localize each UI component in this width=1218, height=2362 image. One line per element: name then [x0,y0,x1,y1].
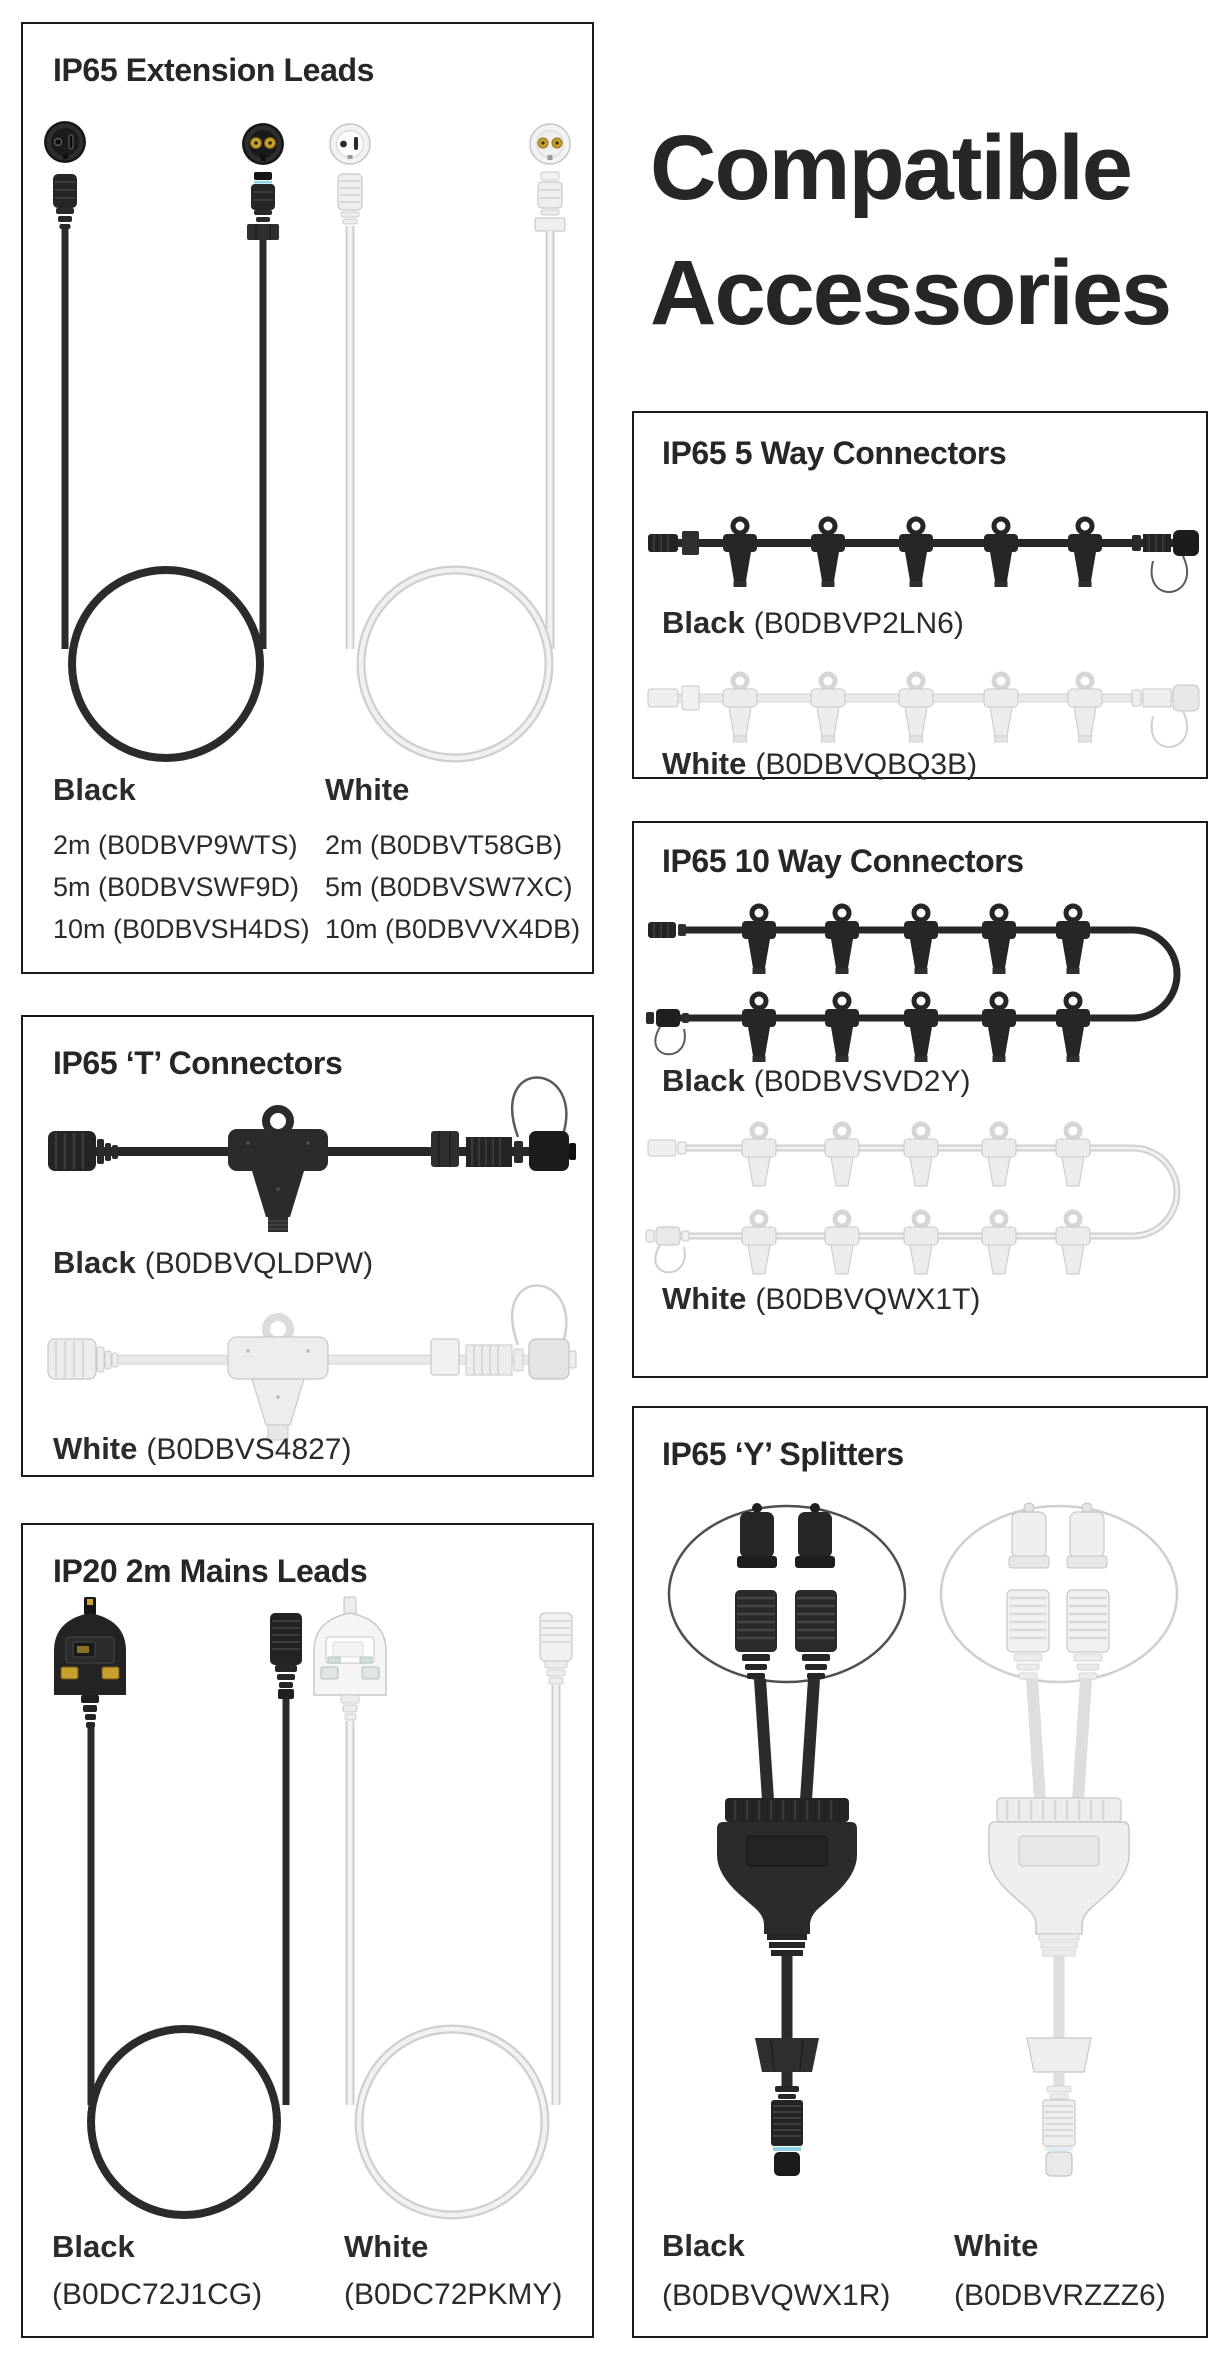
ten-way-heading: IP65 10 Way Connectors [662,843,1024,879]
black-t-connector [48,1077,576,1232]
mains-leads-white-label: White [344,2229,429,2264]
mains-leads-black-label: Black [52,2229,135,2264]
black-extension-lead [53,172,279,758]
five-way-white-line [662,746,977,782]
five-way-white-code: (B0DBVQBQ3B) [755,748,978,781]
white-male-connector-face [530,124,570,164]
t-connectors-white-line [53,1431,351,1467]
y-splitters-illustration [634,1408,1206,2336]
black-y-splitter [669,1503,905,2176]
black-five-way-connector [648,519,1199,592]
black-uk-plug-lead [54,1597,126,2105]
t-connectors-black-label: Black [53,1245,136,1280]
page-title: Compatible Accessories [650,117,1171,345]
black-female-connector-face [44,121,86,163]
mains-leads-white-code: (B0DC72PKMY) [344,2278,563,2311]
mains-leads-illustration [23,1525,592,2336]
white-connector-lead [359,1613,572,2215]
mains-leads-black-code: (B0DC72J1CG) [52,2278,263,2311]
ten-way-white-code: (B0DBVQWX1T) [755,1283,981,1316]
white-ten-way-connector [646,1124,1177,1274]
white-five-way-connector [648,674,1199,747]
white-extension-lead [338,172,565,758]
extension-lead-white-5m: 5m (B0DBVSW7XC) [325,872,573,902]
black-ten-way-connector [646,906,1177,1062]
y-splitters-heading: IP65 ‘Y’ Splitters [662,1436,904,1472]
y-splitters-black-label: Black [662,2228,745,2263]
extension-leads-black-label: Black [53,772,136,807]
t-connectors-heading: IP65 ‘T’ Connectors [53,1045,343,1081]
t-connectors-white-label: White [53,1431,138,1466]
black-connector-lead [91,1613,302,2215]
extension-lead-white-10m: 10m (B0DBVVX4DB) [325,914,581,944]
white-female-connector-face [330,124,370,164]
y-splitters-black-code: (B0DBVQWX1R) [662,2279,891,2312]
extension-leads-box [21,22,594,974]
ten-way-black-line [662,1063,970,1099]
ten-way-black-label: Black [662,1063,745,1098]
white-t-connector [48,1285,576,1440]
mains-leads-heading: IP20 2m Mains Leads [53,1553,368,1589]
ten-way-connectors-box [632,821,1208,1378]
five-way-heading: IP65 5 Way Connectors [662,435,1007,471]
extension-leads-white-label: White [325,772,410,807]
ten-way-white-label: White [662,1281,747,1316]
y-splitters-white-label: White [954,2228,1039,2263]
t-connectors-black-code: (B0DBVQLDPW) [144,1247,374,1280]
y-splitters-box [632,1406,1208,2338]
white-uk-plug-lead [314,1597,386,2105]
t-connectors-white-code: (B0DBVS4827) [146,1433,352,1466]
white-y-splitter [941,1503,1177,2176]
extension-lead-black-5m: 5m (B0DBVSWF9D) [53,872,300,902]
t-connectors-black-line [53,1245,373,1281]
extension-lead-white-2m: 2m (B0DBVT58GB) [325,830,563,860]
five-way-connectors-box [632,411,1208,779]
five-way-white-label: White [662,746,747,781]
five-way-black-code: (B0DBVP2LN6) [753,607,964,640]
extension-lead-black-2m: 2m (B0DBVP9WTS) [53,830,298,860]
five-way-black-label: Black [662,605,745,640]
extension-leads-heading: IP65 Extension Leads [53,52,375,88]
ten-way-white-line [662,1281,980,1317]
t-connectors-box [21,1015,594,1477]
y-splitters-white-code: (B0DBVRZZZ6) [954,2279,1166,2312]
mains-leads-box [21,1523,594,2338]
black-male-connector-face [242,123,284,165]
ten-way-black-code: (B0DBVSVD2Y) [753,1065,971,1098]
five-way-black-line [662,605,964,641]
extension-lead-black-10m: 10m (B0DBVSH4DS) [53,914,310,944]
